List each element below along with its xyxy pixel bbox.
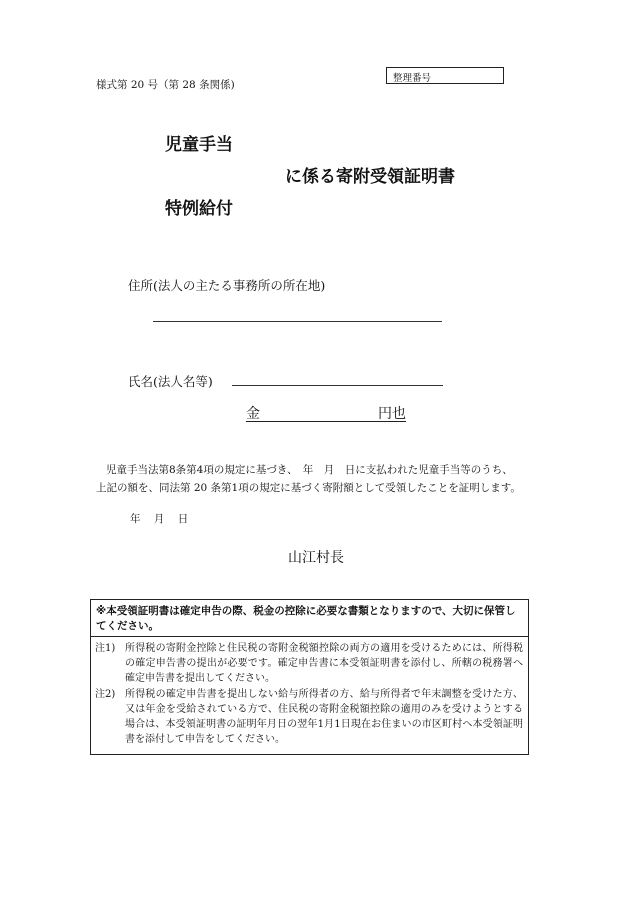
certification-text-line-1: 児童手当法第8条第4項の規定に基づき、 年 月 日に支払われた児童手当等のうち、 <box>106 464 513 476</box>
address-underline <box>153 321 442 322</box>
notes-box <box>90 599 529 755</box>
title-line-3: 特例給付 <box>165 199 233 219</box>
amount-field <box>246 403 406 422</box>
issuer-name: 山江村長 <box>288 550 344 566</box>
form-number: 様式第 20 号（第 28 条関係) <box>96 79 235 91</box>
date-year: 年 <box>130 513 141 525</box>
notes-header: ※本受領証明書は確定申告の際、税金の控除に必要な書類となりますので、大切に保管してください。 <box>96 605 516 632</box>
note-text: 所得税の寄附金控除と住民税の寄附金税額控除の両方の適用を受けるためには、所得税の確定申告書の提出が必要です。確定申告書に本受領証明書を添付し、所轄の税務署へ確定申告書を提出してください。 <box>125 643 523 684</box>
note-tag: 注2) <box>95 689 116 700</box>
title-line-2: に係る寄附受領証明書 <box>285 167 455 187</box>
issue-date <box>130 511 198 526</box>
date-day: 日 <box>177 513 189 525</box>
title-line-1: 児童手当 <box>165 135 233 155</box>
note-text: 所得税の確定申告書を提出しない給与所得者の方、給与所得者で年末調整を受けた方、又は年金を受給されている方で、住民税の寄附金税額控除の適用のみを受けようとする場合は、本受領証明書の証明年月日の翌年1月1日現在お住まいの市区町村へ本受領証明書を添付して申告をしてください。 <box>125 689 523 745</box>
date-month: 月 <box>153 513 165 525</box>
amount-suffix: 円也 <box>378 406 406 422</box>
address-label: 住所(法人の主たる事務所の所在地) <box>128 278 326 293</box>
note-item <box>95 641 523 686</box>
amount-prefix: 金 <box>246 406 260 422</box>
name-label: 氏名(法人名等) <box>128 374 213 389</box>
certification-text-line-2: 上記の額を、同法第 20 条第1項の規定に基づく寄附額として受領したことを証明します。 <box>96 482 521 494</box>
note-item <box>95 687 523 747</box>
reference-number-box <box>386 67 504 84</box>
note-tag: 注1) <box>95 643 116 654</box>
reference-number-label: 整理番号 <box>393 73 432 84</box>
name-underline <box>232 385 443 386</box>
notes-divider <box>91 636 528 637</box>
